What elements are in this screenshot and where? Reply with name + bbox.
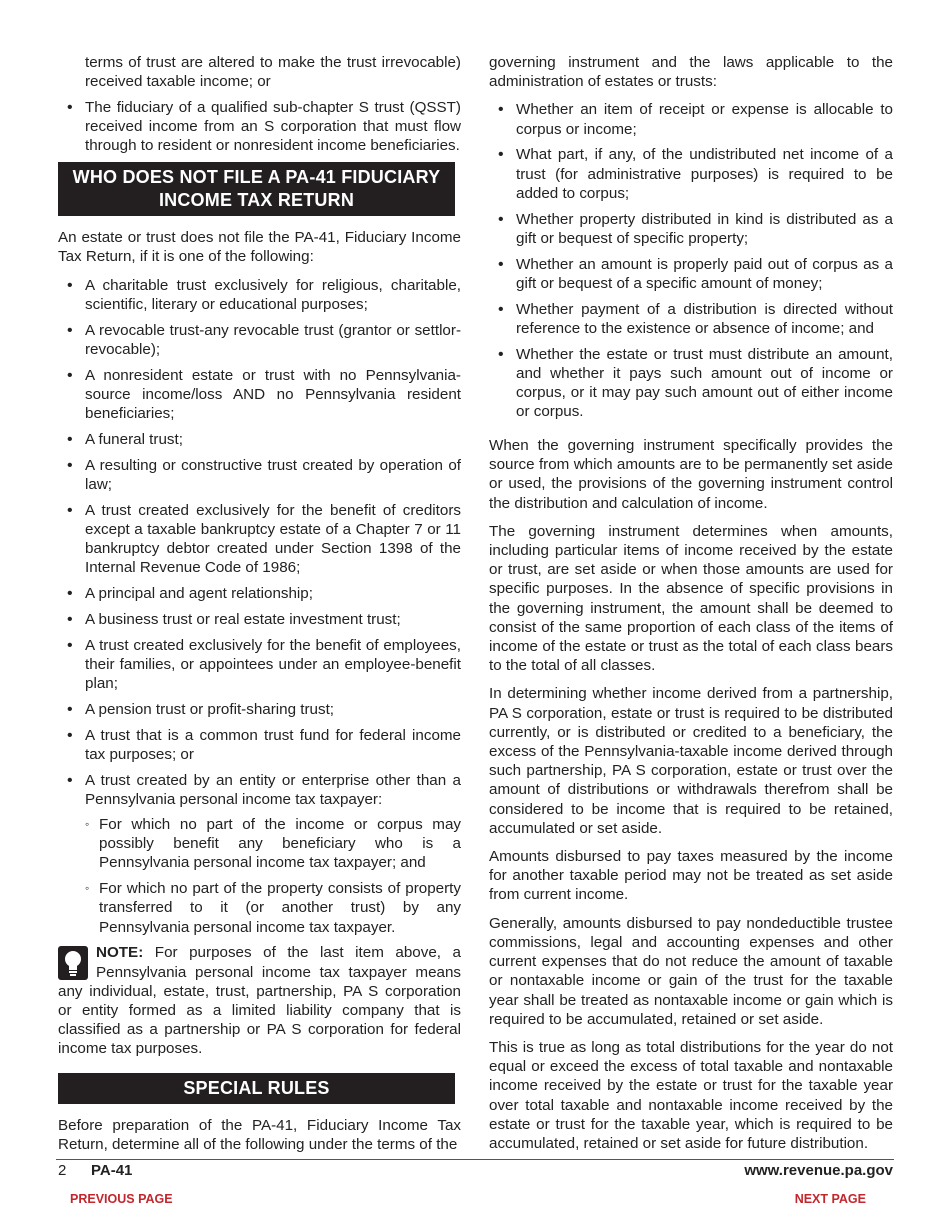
body-paragraph: In determining whether income derived from a partnership, PA S corporation, estate or trust is required to be distributed currently, or is distributed or credited to a beneficiary, the excess of the Pennsylvania-taxable income derived through such partnership, PA S corporation, estate or trust over the amount of distributions or withdrawals therefrom shall be considered to be income that is required to be retained, accumulated or set aside.	[489, 685, 893, 837]
list-item: • A funeral trust;	[58, 430, 461, 449]
list-item: • A resulting or constructive trust created by operation of law;	[58, 456, 461, 494]
right-column	[489, 53, 893, 1162]
list-item: • Whether property distributed in kind is distributed as a gift or bequest of specific property;	[489, 210, 893, 248]
list-item	[58, 771, 461, 937]
list-item: • A business trust or real estate investment trust;	[58, 610, 461, 629]
section-heading-special-rules: SPECIAL RULES	[58, 1073, 455, 1104]
note-label: NOTE:	[96, 944, 144, 962]
list-item: • Whether payment of a distribution is directed without reference to the existence or absence of income; and	[489, 300, 893, 338]
determination-bullet-list	[489, 100, 893, 421]
list-item: • Whether an amount is properly paid out of corpus as a gift or bequest of a specific amount of money;	[489, 255, 893, 293]
sub-list-item: ◦ For which no part of the income or corpus may possibly benefit any beneficiary who is a Pennsylvania personal income tax taxpayer; and	[85, 815, 461, 873]
list-item: • Whether the estate or trust must distribute an amount, and whether it pays such amount out of income or corpus, or it may pay such amount out of either income or corpus.	[489, 345, 893, 422]
body-paragraph: The governing instrument determines when amounts, including particular items of income received by the estate or trust, are set aside or when those amounts are used for specific purposes. In the absence of specific provisions in the governing instrument, the amount shall be deemed to consist of the same proportion of each class of the items of income of the estate or trust as the total of each class bears to the total of all classes.	[489, 522, 893, 675]
list-item-text: A trust created by an entity or enterprise other than a Pennsylvania personal income tax taxpayer:	[85, 771, 461, 808]
previous-page-link[interactable]: PREVIOUS PAGE	[70, 1192, 173, 1206]
body-paragraph: When the governing instrument specifically provides the source from which amounts are to be permanently set aside or used, the provisions of the governing instrument control the distribution and calculation of income.	[489, 437, 893, 512]
body-paragraph: Amounts disbursed to pay taxes measured by the income for another taxable period may not be treated as set aside from current income.	[489, 848, 893, 904]
exempt-bullet-list	[58, 276, 461, 937]
list-item: • A nonresident estate or trust with no Pennsylvania-source income/loss AND no Pennsylvania resident beneficiaries;	[58, 366, 461, 424]
intro-paragraph: An estate or trust does not file the PA-41, Fiduciary Income Tax Return, if it is one of the following:	[58, 229, 461, 266]
list-item: • A principal and agent relationship;	[58, 584, 461, 603]
lightbulb-icon	[58, 946, 88, 980]
left-column	[58, 53, 461, 1163]
list-item: • A pension trust or profit-sharing trust;	[58, 700, 461, 719]
list-item: • A trust created exclusively for the benefit of employees, their families, or appointees under an employee-benefit plan;	[58, 636, 461, 694]
body-paragraph: Generally, amounts disbursed to pay nondeductible trustee commissions, legal and accounting expenses and other current expenses that do not reduce the amount of taxable or nontaxable income or gain of the trust for the taxable year shall be treated as nontaxable income or gain which is required to be accumulated, retained or set aside.	[489, 914, 893, 1028]
footer-divider	[56, 1159, 894, 1160]
website-url: www.revenue.pa.gov	[744, 1162, 893, 1179]
top-bullet-list	[58, 98, 461, 156]
continued-text: terms of trust are altered to make the trust irrevocable) received taxable income; or	[85, 54, 461, 91]
continued-text: governing instrument and the laws applicable to the administration of estates or trusts:	[489, 54, 893, 91]
page-number: 2	[58, 1162, 67, 1179]
list-item: • A revocable trust-any revocable trust (grantor or settlor-revocable);	[58, 321, 461, 359]
sub-bullet-list	[85, 815, 461, 937]
note-block	[58, 943, 461, 1058]
next-page-link[interactable]: NEXT PAGE	[794, 1192, 866, 1206]
list-item: • A trust created exclusively for the benefit of creditors except a taxable bankruptcy estate of a Chapter 7 or 11 bankruptcy debtor created under Section 1398 of the Internal Revenue Code of 1986;	[58, 501, 461, 578]
note-text: For purposes of the last item above, a Pennsylvania personal income tax taxpayer means any individual, estate, trust, partnership, PA S corporation or entity formed as a limited liability company that is classified as a partnership or PA S corporation for federal income tax purposes.	[58, 944, 461, 1058]
list-item: • The fiduciary of a qualified sub-chapter S trust (QSST) received income from an S corporation that must flow through to resident or nonresident income beneficiaries.	[58, 98, 461, 156]
list-item: • A charitable trust exclusively for religious, charitable, scientific, literary or educational purposes;	[58, 276, 461, 314]
section-heading-who-does-not-file: WHO DOES NOT FILE A PA-41 FIDUCIARY INCOME TAX RETURN	[58, 162, 455, 216]
list-item: • Whether an item of receipt or expense is allocable to corpus or income;	[489, 100, 893, 138]
form-id: PA-41	[91, 1162, 133, 1179]
sub-list-item: ◦ For which no part of the property consists of property transferred to it (or another trust) by any Pennsylvania personal income tax taxpayer.	[85, 879, 461, 937]
special-rules-intro: Before preparation of the PA-41, Fiduciary Income Tax Return, determine all of the following under the terms of the	[58, 1116, 461, 1153]
body-paragraph: This is true as long as total distributions for the year do not equal or exceed the excess of total taxable and nontaxable income received by the estate or trust for the taxable year over total taxable and nontaxable income received by the estate or trust for the taxable year, which is required to be accumulated, retained or set aside for future distribution.	[489, 1038, 893, 1152]
list-item: • A trust that is a common trust fund for federal income tax purposes; or	[58, 726, 461, 764]
list-item: • What part, if any, of the undistributed net income of a trust (for administrative purposes) is required to be added to corpus;	[489, 145, 893, 203]
